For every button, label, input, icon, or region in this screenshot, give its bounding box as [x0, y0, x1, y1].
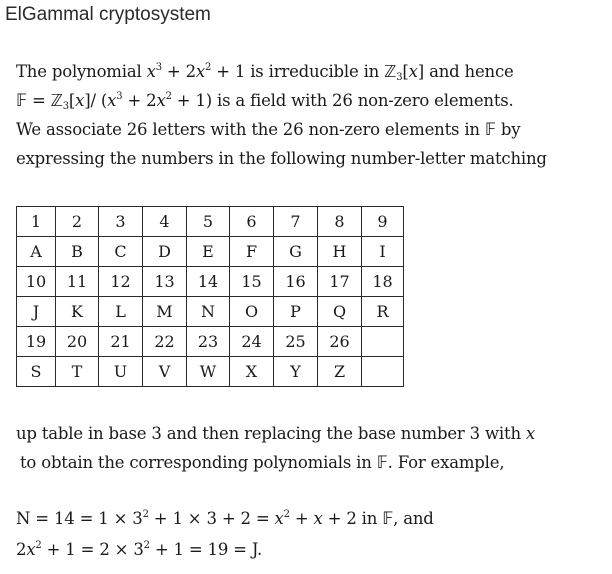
table-cell: 7	[274, 207, 318, 237]
page-title: ElGammal cryptosystem	[5, 4, 211, 25]
example-line-2: $2x^2 + 1 = 2 \times 3^2 + 1 = 19 = J$.	[16, 540, 263, 559]
table-row	[17, 357, 404, 387]
table-cell: 22	[143, 327, 187, 357]
example-line-1: $N = 14 = 1 \times 3^2 + 1 \times 3 + 2 = x^2 + x + 2$ in 𝔽, and	[16, 509, 434, 528]
after-line-2: to obtain the corresponding polynomials in 𝔽. For example,	[20, 453, 505, 472]
table-cell: T	[56, 357, 99, 387]
table-cell: O	[230, 297, 274, 327]
table-cell: U	[99, 357, 143, 387]
table-cell: Y	[274, 357, 318, 387]
table-cell: 2	[56, 207, 99, 237]
table-cell: G	[274, 237, 318, 267]
table-cell: X	[230, 357, 274, 387]
table-cell: B	[56, 237, 99, 267]
table-cell: 15	[230, 267, 274, 297]
number-letter-table	[16, 206, 404, 387]
table-cell: 10	[17, 267, 56, 297]
table-cell: Q	[318, 297, 362, 327]
intro-line-1: The polynomial $x^3 + 2x^2 + 1$ is irreducible in ℤ$_3$[x] and hence	[16, 62, 514, 83]
table-cell: J	[17, 297, 56, 327]
table-cell	[362, 327, 404, 357]
table-cell: R	[362, 297, 404, 327]
table-cell: E	[187, 237, 230, 267]
table-cell: V	[143, 357, 187, 387]
table-row	[17, 327, 404, 357]
table-cell: 16	[274, 267, 318, 297]
table-cell: A	[17, 237, 56, 267]
table-cell: P	[274, 297, 318, 327]
table-cell: 9	[362, 207, 404, 237]
table-cell: 25	[274, 327, 318, 357]
table-cell: 20	[56, 327, 99, 357]
table-cell: 5	[187, 207, 230, 237]
table-cell: 11	[56, 267, 99, 297]
after-line-1: up table in base 3 and then replacing the base number 3 with x	[16, 424, 536, 443]
table-cell: M	[143, 297, 187, 327]
table-cell: 26	[318, 327, 362, 357]
table-cell: I	[362, 237, 404, 267]
table-cell: 21	[99, 327, 143, 357]
table-cell: L	[99, 297, 143, 327]
table-cell: 24	[230, 327, 274, 357]
table-cell: 4	[143, 207, 187, 237]
table-row	[17, 207, 404, 237]
table-cell: F	[230, 237, 274, 267]
table-cell: 18	[362, 267, 404, 297]
table-cell: S	[17, 357, 56, 387]
table-row	[17, 297, 404, 327]
intro-line-3: We associate 26 letters with the 26 non-zero elements in 𝔽 by	[16, 120, 521, 139]
table-cell: 17	[318, 267, 362, 297]
table-row	[17, 237, 404, 267]
table-cell: 12	[99, 267, 143, 297]
table-cell: N	[187, 297, 230, 327]
intro-line-2: 𝔽 = ℤ$_3$[x]/ $(x^3 + 2x^2 + 1)$ is a field with 26 non-zero elements.	[16, 91, 514, 112]
table-cell: 14	[187, 267, 230, 297]
table-cell: D	[143, 237, 187, 267]
table-cell: C	[99, 237, 143, 267]
table-cell	[362, 357, 404, 387]
table-cell: 1	[17, 207, 56, 237]
table-row	[17, 267, 404, 297]
table-cell: 19	[17, 327, 56, 357]
intro-line-4: expressing the numbers in the following number-letter matching	[16, 149, 547, 168]
table-cell: 6	[230, 207, 274, 237]
table-cell: W	[187, 357, 230, 387]
table-cell: H	[318, 237, 362, 267]
table-cell: 8	[318, 207, 362, 237]
table-cell: 13	[143, 267, 187, 297]
table-cell: 3	[99, 207, 143, 237]
table-cell: 23	[187, 327, 230, 357]
table-cell: Z	[318, 357, 362, 387]
table-cell: K	[56, 297, 99, 327]
